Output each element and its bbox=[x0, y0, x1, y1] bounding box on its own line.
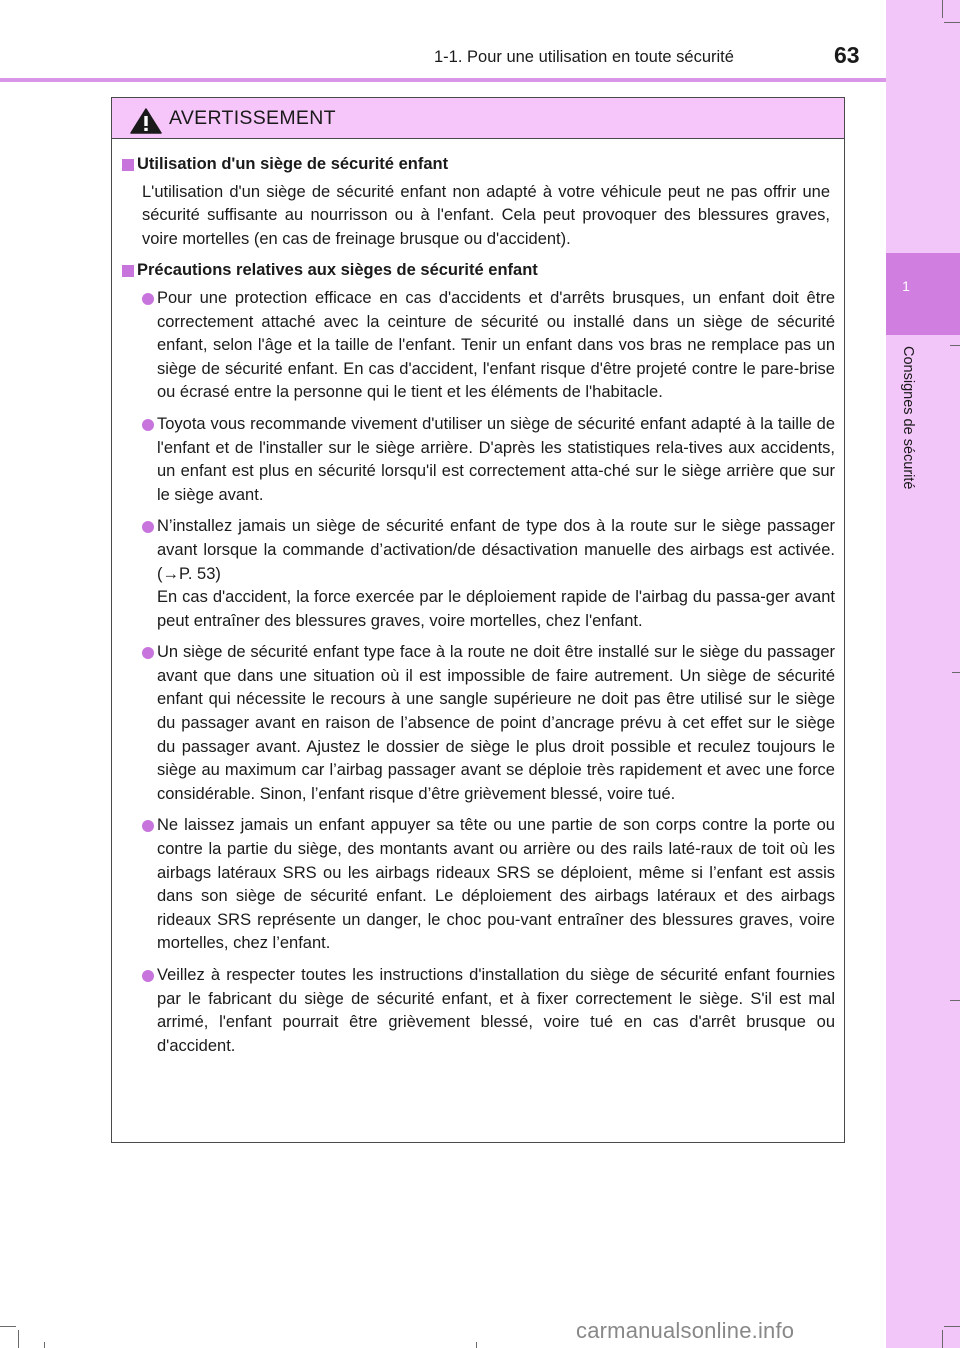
circle-bullet-icon bbox=[142, 970, 154, 982]
warning-triangle-icon bbox=[130, 108, 162, 134]
watermark: carmanualsonline.info bbox=[576, 1318, 795, 1343]
crop-mark bbox=[942, 0, 943, 18]
side-tab bbox=[886, 0, 960, 1348]
list-item bbox=[121, 413, 835, 507]
warning-box bbox=[111, 97, 845, 1143]
list-item bbox=[121, 515, 835, 633]
section-title-text: Précautions relatives aux sièges de sécurité enfant bbox=[137, 261, 538, 280]
section-title bbox=[121, 153, 835, 177]
crop-mark bbox=[950, 1000, 960, 1001]
list-item-text: Un siège de sécurité enfant type face à la route ne doit être installé sur le siège du passager avant que dans une situation où il est impossible de faire autrement. Un siège de sécurité enfant qui nécessite le recours à une sangle supérieure ne doit pas être utilisé sur le siège du passager avant en raison de l’absence de point d’ancrage prévu à cet effet sur le siège du passager avant. Ajustez le dossier de siège le plus droit possible et reculez toujours le siège au maximum car l’airbag passager avant se déploie très rapidement et avec une force considérable. Sinon, l’enfant risque d’être grièvement blessé, voire tué. bbox=[157, 643, 835, 803]
square-bullet-icon bbox=[122, 265, 134, 277]
crop-mark bbox=[952, 672, 960, 673]
crop-mark bbox=[18, 1330, 19, 1348]
header-rule bbox=[0, 78, 886, 82]
list-item-text: Veillez à respecter toutes les instructions d'installation du siège de sécurité enfant fournies par le fabricant du siège de sécurité enfant, et à fixer correctement le siège. S'il est mal arrimé, l'enfant pourrait être grièvement blessé, voire tué en cas d'arrêt brusque ou d'accident. bbox=[157, 966, 835, 1055]
list-item-text: Toyota vous recommande vivement d'utiliser un siège de sécurité enfant adapté à la taille de l'enfant et de l'installer sur le siège arrière. D'après les statistiques rela-tives aux accidents, un enfant est plus en sécurité lorsqu'il est correctement atta-ché sur le siège arrière que sur le siège avant. bbox=[157, 414, 835, 504]
section-paragraph: L'utilisation d'un siège de sécurité enfant non adapté à votre véhicule peut ne pas offrir une sécurité suffisante au nourrisson ou à l'enfant. Cela peut provoquer des blessures graves, voire mortelles (en cas de freinage brusque ou d'accident). bbox=[142, 182, 830, 248]
list-item-text-continued: En cas d'accident, la force exercée par le déploiement rapide de l'airbag du passa-ger avant peut entraîner des blessures graves, voire mortelles, chez l'enfant. bbox=[157, 588, 835, 630]
warning-title: AVERTISSEMENT bbox=[169, 107, 336, 129]
section-title-text: Utilisation d'un siège de sécurité enfant bbox=[137, 155, 449, 173]
crop-mark bbox=[476, 1342, 477, 1348]
list-item bbox=[121, 814, 835, 956]
crop-mark bbox=[0, 1326, 16, 1327]
circle-bullet-icon bbox=[142, 293, 154, 305]
chapter-title: 1-1. Pour une utilisation en toute sécurité bbox=[434, 48, 734, 66]
list-item bbox=[121, 641, 835, 806]
side-tab-active-chapter[interactable] bbox=[886, 253, 960, 335]
crop-mark bbox=[44, 1342, 45, 1348]
circle-bullet-icon bbox=[142, 820, 154, 832]
page-number: 63 bbox=[834, 42, 860, 68]
list-item bbox=[121, 287, 835, 405]
crop-mark bbox=[950, 345, 960, 346]
circle-bullet-icon bbox=[142, 521, 154, 533]
list-item-text: Ne laissez jamais un enfant appuyer sa tête ou une partie de son corps contre la porte ou contre la partie du siège, des montants avant ou arrière ou des rails laté-raux de toit où les airbags latéraux SRS ou les airbags rideaux SRS se déploient, même si l’enfant est assis dans son siège de sécurité enfant. Le déploiement des airbags latéraux et des airbags rideaux SRS représente un danger, le choc pou-vant entraîner des blessures graves, voire mortelles, chez l’enfant. bbox=[157, 816, 835, 953]
side-tab-number: 1 bbox=[902, 278, 910, 294]
list-item-text: N’installez jamais un siège de sécurité enfant de type dos à la route sur le siège passager avant lorsque la commande d’activation/de désactivation manuelle des airbags est activée. (→P. 53) bbox=[157, 517, 835, 583]
warning-header bbox=[112, 98, 844, 139]
square-bullet-icon bbox=[122, 159, 134, 171]
crop-mark bbox=[942, 1330, 943, 1348]
circle-bullet-icon bbox=[142, 647, 154, 659]
warning-body bbox=[112, 139, 844, 1058]
section-title bbox=[121, 259, 835, 283]
bullet-list bbox=[121, 287, 835, 1058]
crop-mark bbox=[944, 1326, 960, 1327]
circle-bullet-icon bbox=[142, 419, 154, 431]
list-item bbox=[121, 964, 835, 1058]
list-item-text: Pour une protection efficace en cas d'accidents et d'arrêts brusques, un enfant doit être correctement attaché avec la ceinture de sécurité ou installé dans un siège de sécurité enfant, selon l'âge et la taille de l'enfant. Tenir un enfant dans vos bras ne remplace pas un siège de sécurité enfant. En cas d'accident, l'enfant risque d'être projeté contre le pare-brise ou écrasé entre la personne qui le tient et les éléments de l'habitacle. bbox=[157, 288, 835, 402]
crop-mark bbox=[944, 22, 960, 23]
side-tab-label: Consignes de sécurité bbox=[900, 346, 916, 490]
